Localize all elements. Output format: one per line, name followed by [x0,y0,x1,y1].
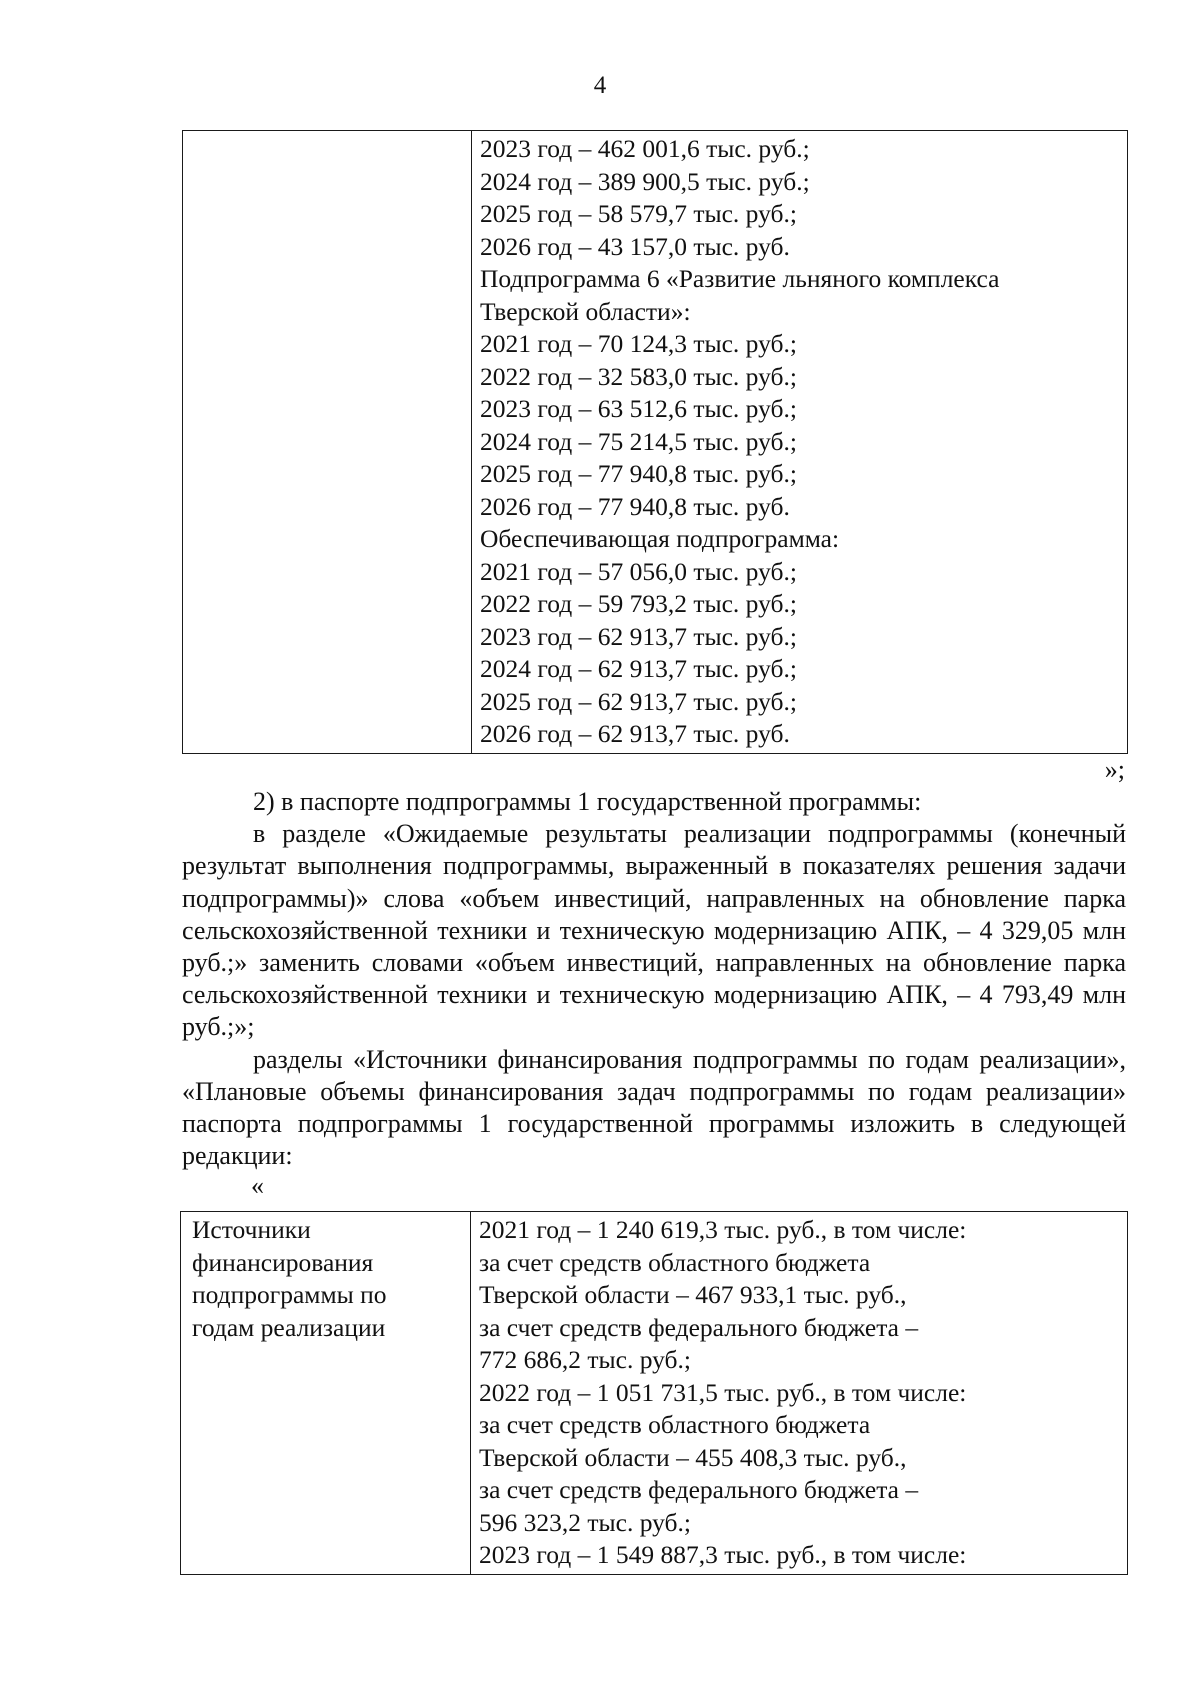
table-right-cell [472,131,1128,754]
table-line: годам реализации [192,1312,386,1342]
table-line: 2023 год – 62 913,7 тыс. руб.; [480,621,797,651]
table-left-cell [183,131,472,754]
table-line: Тверской области – 455 408,3 тыс. руб., [479,1442,907,1472]
table-line: 2026 год – 62 913,7 тыс. руб. [480,719,790,748]
opening-quote: « [251,1171,264,1200]
table-line: подпрограммы по [192,1280,387,1309]
amendment-text [182,786,1126,1172]
table-line: за счет средств областного бюджета [479,1247,871,1277]
table-row [183,131,1128,754]
table-line: 2025 год – 62 913,7 тыс. руб.; [480,686,797,716]
table-line: Источники [192,1215,311,1244]
table-line: Тверской области»: [480,296,691,326]
table-line: 2022 год – 59 793,2 тыс. руб.; [480,589,797,618]
table-line: 2024 год – 75 214,5 тыс. руб.; [480,426,797,456]
table-line: 2026 год – 77 940,8 тыс. руб. [480,491,790,521]
paragraph-sections-edit: разделы «Источники финансирования подпрограммы по годам реализации», «Плановые объемы финансирования задач подпрограммы по годам реализации» паспорта подпрограммы 1 государственной программы изложить в следующей редакции: [182,1044,1126,1171]
table-line: 2022 год – 32 583,0 тыс. руб.; [480,361,797,391]
table-line: 596 323,2 тыс. руб.; [479,1507,691,1537]
table-line: 2024 год – 389 900,5 тыс. руб.; [480,166,810,196]
table-line: за счет средств федерального бюджета – [479,1312,919,1342]
table-line: Обеспечивающая подпрограмма: [480,524,840,553]
table-line: 2021 год – 70 124,3 тыс. руб.; [480,329,797,358]
table-row [181,1212,1128,1575]
table-line: Тверской области – 467 933,1 тыс. руб., [479,1280,907,1309]
page-number: 4 [593,72,607,99]
table-left-cell [181,1212,471,1575]
paragraph-expected-results: в разделе «Ожидаемые результаты реализации подпрограммы (конечный результат выполнения подпрограммы, выраженный в показателях решения задачи подпрограммы)» слова «объем инвестиций, направленных на обновление парка сельскохозяйственной техники и техническую модернизацию АПК, – 4 329,05 млн руб.;» заменить словами «объем инвестиций, направленных на обновление парка сельскохозяйственной техники и техническую модернизацию АПК, – 4 793,49 млн руб.;»; [182,819,1126,1042]
table-line: 2022 год – 1 051 731,5 тыс. руб., в том числе: [479,1377,967,1407]
table-line: 2026 год – 43 157,0 тыс. руб. [480,231,790,261]
table-line: Подпрограмма 6 «Развитие льняного комплекса [480,264,1000,293]
closing-quote: »; [1104,755,1125,784]
paragraph-item-2: 2) в паспорте подпрограммы 1 государственной программы: [253,787,922,816]
table-line: 2023 год – 63 512,6 тыс. руб.; [480,394,797,423]
table-line: 2021 год – 1 240 619,3 тыс. руб., в том числе: [479,1215,967,1244]
table-line: 772 686,2 тыс. руб.; [479,1345,691,1374]
table-line: 2023 год – 1 549 887,3 тыс. руб., в том числе: [479,1540,967,1569]
table-right-cell [471,1212,1128,1575]
table-line: 2025 год – 58 579,7 тыс. руб.; [480,199,797,228]
funding-table-continued [182,130,1128,754]
table-line: 2023 год – 462 001,6 тыс. руб.; [480,134,810,163]
table-line: 2025 год – 77 940,8 тыс. руб.; [480,459,797,488]
funding-sources-table [180,1211,1128,1575]
table-line: финансирования [192,1247,374,1277]
table-line: за счет средств областного бюджета [479,1410,871,1439]
table-line: 2024 год – 62 913,7 тыс. руб.; [480,654,797,683]
table-line: за счет средств федерального бюджета – [479,1475,919,1504]
table-line: 2021 год – 57 056,0 тыс. руб.; [480,556,797,586]
